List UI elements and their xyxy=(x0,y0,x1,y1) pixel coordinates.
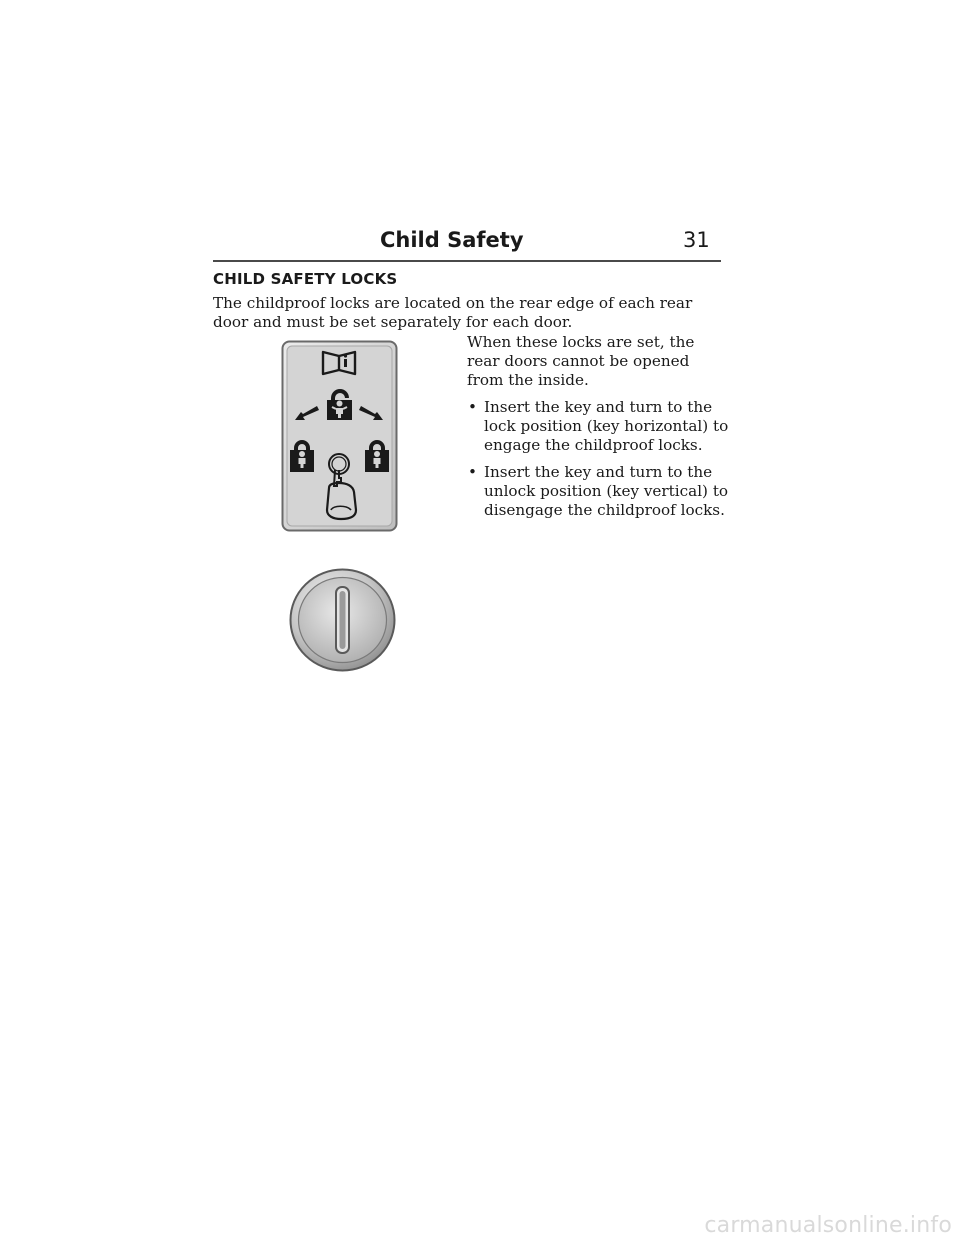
bullet-marker: • xyxy=(468,463,477,481)
instruction-list xyxy=(467,398,729,520)
bullet-text-engage: Insert the key and turn to the lock position (key horizontal) to engage the childproof locks. xyxy=(484,398,729,454)
lock-cylinder-icon xyxy=(291,570,395,671)
list-item xyxy=(467,463,729,520)
bullet-marker: • xyxy=(468,398,477,416)
header-rule xyxy=(213,260,721,262)
header-title: Child Safety xyxy=(380,228,524,252)
list-item xyxy=(467,398,729,455)
footer-watermark-bar xyxy=(0,1209,960,1242)
bullet-text-disengage: Insert the key and turn to the unlock position (key vertical) to disengage the childproof locks. xyxy=(484,463,729,519)
section-heading: CHILD SAFETY LOCKS xyxy=(213,270,398,288)
right-column xyxy=(467,333,729,528)
watermark-text: carmanualsonline.info xyxy=(704,1213,952,1238)
intro-paragraph: The childproof locks are located on the rear edge of each rear door and must be set separately for each door. xyxy=(213,294,693,331)
lock-description: When these locks are set, the rear doors cannot be opened from the inside. xyxy=(467,333,695,389)
lock-cylinder-illustration xyxy=(288,567,397,673)
page-number: 31 xyxy=(683,228,710,252)
child-lock-panel-illustration xyxy=(281,340,398,532)
